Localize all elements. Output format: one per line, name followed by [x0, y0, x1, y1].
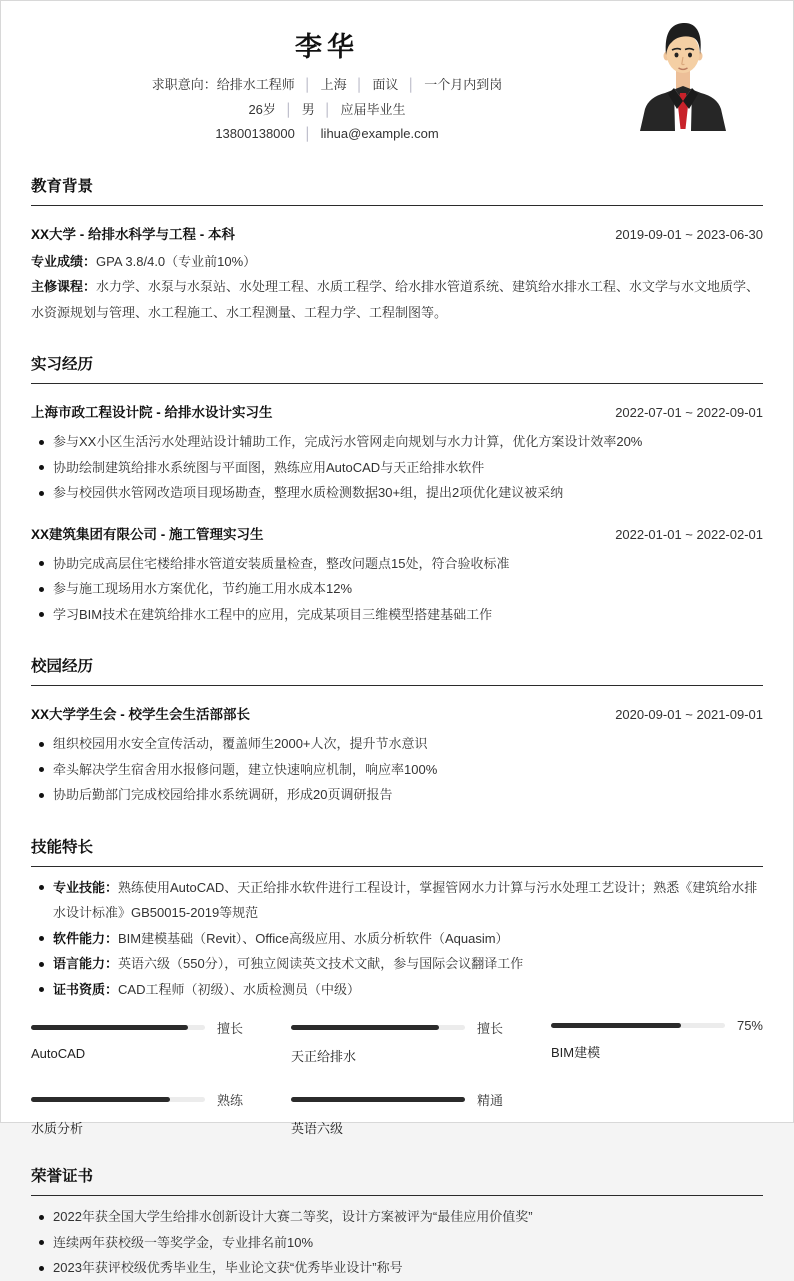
- avatar-eye-right: [688, 53, 692, 58]
- candidate-name: 李华: [295, 32, 359, 62]
- skill-bar-track: [31, 1025, 205, 1030]
- line-text: 水力学、水泵与水泵站、水处理工程、水质工程学、给水排水管道系统、建筑给水排水工程、水文学与水文地质学、水资源规划与管理、水工程施工、水工程测量、工程力学、工程制图等。: [31, 279, 760, 320]
- bullet-item: 牵头解决学生宿舍用水报修问题，建立快速响应机制，响应率100%: [31, 757, 763, 783]
- bullet-item: 学习BIM技术在建筑给排水工程中的应用，完成某项目三维模型搭建基础工作: [31, 602, 763, 628]
- line-label: 语言能力：: [53, 956, 119, 971]
- bullet-list: [31, 731, 763, 808]
- skill-bar-row: [291, 1090, 503, 1109]
- bullet-item: 2023年获评校级优秀毕业生，毕业论文获“优秀毕业设计”称号: [31, 1255, 763, 1281]
- entry-title: XX大学学生会 - 校学生会生活部部长: [31, 707, 251, 722]
- entry-title: XX建筑集团有限公司 - 施工管理实习生: [31, 526, 264, 542]
- skill-name: 天正给排水: [291, 1049, 357, 1064]
- skill-name: 英语六级: [291, 1121, 344, 1136]
- section-internship: [31, 352, 763, 627]
- skill-bar-row: [31, 1018, 243, 1037]
- line-text: GPA 3.8/4.0（专业前10%）: [96, 253, 257, 269]
- skill-bar-fill: [291, 1097, 465, 1102]
- header-info-item: 面议: [372, 77, 399, 92]
- bullet-list: [31, 551, 763, 628]
- bullet-list: [31, 1204, 763, 1281]
- line-text: 熟练使用AutoCAD、天正给排水软件进行工程设计，掌握管网水力计算与污水处理工艺设计；熟悉《建筑给水排水设计标准》GB50015-2019等规范: [53, 879, 758, 920]
- skill-level-label: 擅长: [216, 1021, 243, 1036]
- bullet-item: 组织校园用水安全宣传活动，覆盖师生2000+人次，提升节水意识: [31, 731, 763, 757]
- header-info-item: 26岁: [248, 101, 276, 117]
- skill-bar-track: [291, 1025, 465, 1030]
- resume-header: [31, 1, 763, 147]
- separator: │: [407, 78, 416, 92]
- section-education: [31, 174, 763, 326]
- skill-level-label: 熟练: [216, 1093, 243, 1108]
- skill-item: [31, 1090, 243, 1137]
- avatar-illustration: [639, 13, 727, 131]
- line-label: 主修课程：: [31, 279, 97, 294]
- bullet-item: [31, 926, 763, 952]
- skill-level-label: 精通: [476, 1093, 503, 1108]
- labeled-bullet-list: [31, 875, 763, 1003]
- skill-bar-track: [31, 1097, 205, 1102]
- skill-item: [551, 1018, 763, 1065]
- profile-photo: [639, 13, 727, 131]
- skill-name: 水质分析: [31, 1121, 84, 1136]
- bullet-item: [31, 951, 763, 977]
- skill-bar-row: [31, 1090, 243, 1109]
- skill-bar-track: [291, 1097, 465, 1102]
- separator: │: [323, 102, 332, 117]
- section-honors: [31, 1164, 763, 1281]
- line-text: BIM建模基础（Revit）、Office高级应用、水质分析软件（Aquasim）: [118, 930, 509, 946]
- entry-header: [31, 401, 763, 421]
- entry-date: 2019-09-01 ~ 2023-06-30: [615, 226, 763, 242]
- separator: │: [303, 78, 312, 92]
- bullet-item: 协助后勤部门完成校园给排水系统调研，形成20页调研报告: [31, 782, 763, 808]
- bullet-item: 2022年获全国大学生给排水创新设计大赛二等奖，设计方案被评为“最佳应用价值奖”: [31, 1204, 763, 1230]
- bullet-item: [31, 977, 763, 1003]
- header-info-line-3: [31, 122, 623, 147]
- header-info-item: lihua@example.com: [320, 126, 439, 141]
- section-title: 技能特长: [31, 835, 763, 867]
- skill-bar-fill: [31, 1097, 170, 1102]
- entry-header: [31, 703, 763, 723]
- header-info-line-1: [31, 73, 623, 98]
- header-info: [31, 73, 623, 147]
- skill-bar-fill: [291, 1025, 439, 1030]
- header-info-item: 上海: [320, 77, 347, 92]
- bullet-list: [31, 429, 763, 506]
- bullet-item: 参与XX小区生活污水处理站设计辅助工作，完成污水管网走向规划与水力计算，优化方案设计效率20%: [31, 429, 763, 455]
- entry-date: 2022-01-01 ~ 2022-02-01: [615, 526, 763, 542]
- skill-bar-fill: [551, 1023, 681, 1028]
- entry-date: 2020-09-01 ~ 2021-09-01: [615, 707, 763, 722]
- line-text: CAD工程师（初级）、水质检测员（中级）: [118, 981, 360, 997]
- bullet-item: 参与施工现场用水方案优化，节约施工用水成本12%: [31, 576, 763, 602]
- skill-bar-track: [551, 1023, 725, 1028]
- separator: │: [303, 127, 312, 141]
- entry-date: 2022-07-01 ~ 2022-09-01: [615, 405, 763, 420]
- bullet-item: [31, 875, 763, 926]
- skill-name: AutoCAD: [31, 1046, 86, 1061]
- resume-sections: [31, 174, 763, 1281]
- header-info-line-2: [31, 98, 623, 123]
- avatar-eye-left: [675, 53, 679, 58]
- skill-bar-row: [551, 1018, 763, 1033]
- bullet-item: 连续两年获校级一等奖学金，专业排名前10%: [31, 1230, 763, 1256]
- skill-level-label: 擅长: [476, 1021, 503, 1036]
- section-campus: [31, 654, 763, 808]
- entry-title: XX大学 - 给排水科学与工程 - 本科: [31, 226, 236, 242]
- section-title: 教育背景: [31, 174, 763, 206]
- header-info-item: 男: [301, 101, 315, 117]
- labeled-line: [31, 249, 763, 275]
- entry-title: 上海市政工程设计院 - 给排水设计实习生: [31, 405, 273, 420]
- skill-bar-row: [291, 1018, 503, 1037]
- separator: │: [355, 78, 364, 92]
- skill-level-label: 75%: [736, 1018, 763, 1033]
- line-text: 英语六级（550分），可独立阅读英文技术文献，参与国际会议翻译工作: [118, 956, 524, 971]
- entry-header: [31, 523, 763, 543]
- header-info-item: 求职意向：给排水工程师: [151, 77, 295, 92]
- bullet-item: 协助完成高层住宅楼给排水管道安装质量检查，整改问题点15处，符合验收标准: [31, 551, 763, 577]
- separator: │: [284, 102, 293, 117]
- section-title: 实习经历: [31, 352, 763, 384]
- entry-header: [31, 223, 763, 243]
- skill-bar-fill: [31, 1025, 188, 1030]
- bullet-item: 参与校园供水管网改造项目现场勘查，整理水质检测数据30+组，提出2项优化建议被采纳: [31, 480, 763, 506]
- section-title: 荣誉证书: [31, 1164, 763, 1196]
- line-label: 软件能力：: [53, 930, 119, 946]
- line-label: 专业技能：: [53, 879, 119, 895]
- bullet-item: 协助绘制建筑给排水系统图与平面图，熟练应用AutoCAD与天正给排水软件: [31, 455, 763, 481]
- header-info-item: 一个月内到岗: [424, 77, 503, 92]
- skill-item: [31, 1018, 243, 1065]
- section-title: 校园经历: [31, 654, 763, 686]
- skill-item: [291, 1018, 503, 1065]
- line-label: 专业成绩：: [31, 253, 97, 269]
- line-label: 证书资质：: [53, 981, 119, 997]
- skill-name: BIM建模: [551, 1045, 601, 1060]
- section-skills: [31, 835, 763, 1138]
- header-text-block: [31, 25, 623, 147]
- labeled-line: [31, 274, 763, 325]
- skill-bars: [31, 1018, 763, 1137]
- header-info-item: 13800138000: [215, 126, 295, 141]
- skill-item: [291, 1090, 503, 1137]
- header-info-item: 应届毕业生: [340, 101, 406, 117]
